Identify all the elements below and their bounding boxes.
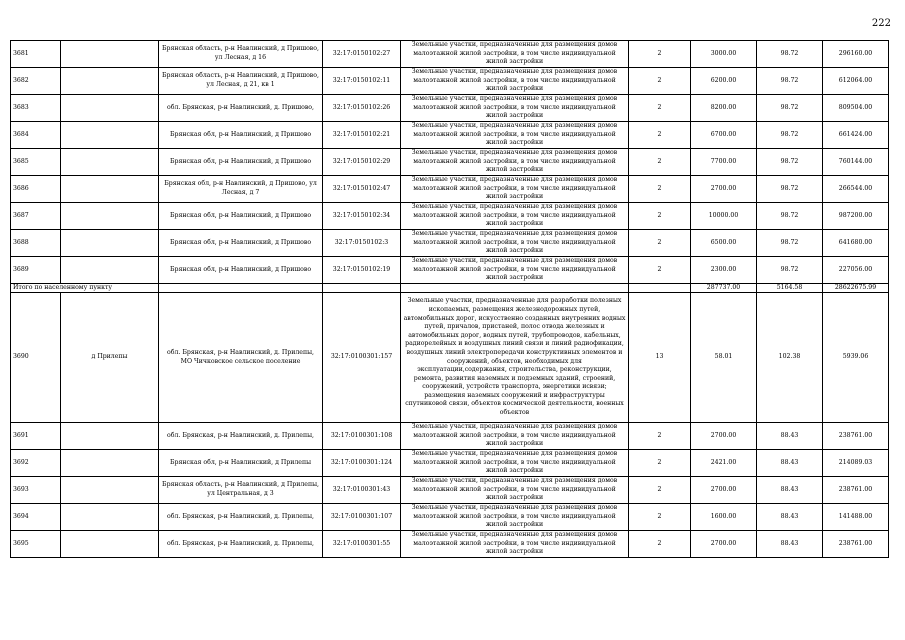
row-rate: 98.72: [757, 122, 823, 149]
row-cadastral-number: 32:17:0150102:29: [323, 149, 401, 176]
row-area: 6200.00: [691, 68, 757, 95]
row-group-code: 2: [629, 68, 691, 95]
row-value: 141488.00: [823, 504, 889, 531]
page-number: 222: [871, 18, 891, 29]
row-locality-cell: [61, 257, 159, 284]
row-value: 641680.00: [823, 230, 889, 257]
row-rate: 88.43: [757, 423, 823, 450]
row-area: 2300.00: [691, 257, 757, 284]
row-number: 3689: [11, 257, 61, 284]
table-row: [11, 176, 889, 203]
row-area: 2700.00: [691, 176, 757, 203]
row-rate: 98.72: [757, 95, 823, 122]
table-row: [11, 68, 889, 95]
row-number: 3685: [11, 149, 61, 176]
row-area: 6700.00: [691, 122, 757, 149]
row-locality-cell: [61, 423, 159, 450]
row-address: Брянская обл, р-н Навлинский, д Пришово: [159, 122, 323, 149]
row-cadastral-number: 32:17:0100301:157: [323, 293, 401, 423]
row-value: 987200.00: [823, 203, 889, 230]
row-number: 3694: [11, 504, 61, 531]
row-land-use: Земельные участки, предназначенные для размещения домов малоэтажной жилой застройки, в том числе индивидуальной жилой застройки: [401, 257, 629, 284]
table-row: [11, 41, 889, 68]
row-group-code: 2: [629, 122, 691, 149]
row-address: обл. Брянская, р-н Навлинский, д. Прилепы,: [159, 531, 323, 558]
row-address: Брянская обл, р-н Навлинский, д Пришово, ул Лесная, д 7: [159, 176, 323, 203]
row-locality-cell: [61, 68, 159, 95]
row-land-use: Земельные участки, предназначенные для размещения домов малоэтажной жилой застройки, в том числе индивидуальной жилой застройки: [401, 122, 629, 149]
row-address: Брянская обл, р-н Навлинский, д Пришово: [159, 257, 323, 284]
row-cadastral-number: 32:17:0100301:107: [323, 504, 401, 531]
table-row: [11, 293, 889, 423]
row-number: 3692: [11, 450, 61, 477]
row-cadastral-number: 32:17:0100301:124: [323, 450, 401, 477]
row-number: 3687: [11, 203, 61, 230]
row-land-use: Земельные участки, предназначенные для размещения домов малоэтажной жилой застройки, в том числе индивидуальной жилой застройки: [401, 450, 629, 477]
row-number: 3688: [11, 230, 61, 257]
row-rate: 98.72: [757, 68, 823, 95]
row-area: 2700.00: [691, 423, 757, 450]
subtotal-row: [11, 284, 889, 293]
row-rate: 98.72: [757, 41, 823, 68]
row-rate: 88.43: [757, 477, 823, 504]
row-address: обл. Брянская, р-н Навлинский, д. Пришово,: [159, 95, 323, 122]
row-area: 1600.00: [691, 504, 757, 531]
row-locality-cell: [61, 41, 159, 68]
row-rate: 98.72: [757, 176, 823, 203]
row-cadastral-number: 32:17:0150102:47: [323, 176, 401, 203]
row-value: 661424.00: [823, 122, 889, 149]
row-cadastral-number: 32:17:0150102:3: [323, 230, 401, 257]
table-row: [11, 230, 889, 257]
row-area: 8200.00: [691, 95, 757, 122]
table-row: [11, 450, 889, 477]
subtotal-value: 28622675.99: [823, 284, 889, 293]
locality-label: д Прилепы: [61, 293, 159, 423]
row-rate: 88.43: [757, 531, 823, 558]
row-rate: 88.43: [757, 504, 823, 531]
row-group-code: 2: [629, 203, 691, 230]
row-land-use: Земельные участки, предназначенные для размещения домов малоэтажной жилой застройки, в том числе индивидуальной жилой застройки: [401, 68, 629, 95]
row-address: Брянская область, р-н Навлинский, д Пришово, ул Лесная, д 16: [159, 41, 323, 68]
row-value: 214089.03: [823, 450, 889, 477]
row-cadastral-number: 32:17:0100301:43: [323, 477, 401, 504]
row-group-code: 2: [629, 504, 691, 531]
table-row: [11, 477, 889, 504]
row-land-use: Земельные участки, предназначенные для размещения домов малоэтажной жилой застройки, в том числе индивидуальной жилой застройки: [401, 423, 629, 450]
row-address: обл. Брянская, р-н Навлинский, д. Прилепы, МО Чичковское сельское поселение: [159, 293, 323, 423]
row-group-code: 2: [629, 531, 691, 558]
row-value: 809504.00: [823, 95, 889, 122]
row-cadastral-number: 32:17:0100301:108: [323, 423, 401, 450]
row-cadastral-number: 32:17:0150102:19: [323, 257, 401, 284]
row-land-use: Земельные участки, предназначенные для размещения домов малоэтажной жилой застройки, в том числе индивидуальной жилой застройки: [401, 203, 629, 230]
row-locality-cell: [61, 203, 159, 230]
row-land-use: Земельные участки, предназначенные для размещения домов малоэтажной жилой застройки, в том числе индивидуальной жилой застройки: [401, 176, 629, 203]
row-cadastral-number: 32:17:0150102:26: [323, 95, 401, 122]
row-number: 3691: [11, 423, 61, 450]
row-locality-cell: [61, 504, 159, 531]
row-cadastral-number: 32:17:0150102:34: [323, 203, 401, 230]
row-value: 266544.00: [823, 176, 889, 203]
row-address: Брянская область, р-н Навлинский, д Пришово, ул Лесная, д 21, кв 1: [159, 68, 323, 95]
row-rate: 88.43: [757, 450, 823, 477]
row-area: 3000.00: [691, 41, 757, 68]
row-value: 612064.00: [823, 68, 889, 95]
row-land-use: Земельные участки, предназначенные для размещения домов малоэтажной жилой застройки, в том числе индивидуальной жилой застройки: [401, 504, 629, 531]
row-group-code: 2: [629, 176, 691, 203]
row-area: 2700.00: [691, 531, 757, 558]
row-group-code: 2: [629, 230, 691, 257]
row-land-use: Земельные участки, предназначенные для размещения домов малоэтажной жилой застройки, в том числе индивидуальной жилой застройки: [401, 531, 629, 558]
table-row: [11, 149, 889, 176]
row-address: Брянская область, р-н Навлинский, д Прилепы, ул Центральная, д 3: [159, 477, 323, 504]
row-area: 2700.00: [691, 477, 757, 504]
row-number: 3690: [11, 293, 61, 423]
row-area: 6500.00: [691, 230, 757, 257]
table-row: [11, 203, 889, 230]
row-rate: 102.38: [757, 293, 823, 423]
subtotal-label: Итого по населенному пункту: [11, 284, 159, 293]
row-address: обл. Брянская, р-н Навлинский, д. Прилепы,: [159, 504, 323, 531]
row-address: Брянская обл, р-н Навлинский, д Пришово: [159, 203, 323, 230]
row-area: 2421.00: [691, 450, 757, 477]
row-value: 5939.06: [823, 293, 889, 423]
row-land-use: Земельные участки, предназначенные для размещения домов малоэтажной жилой застройки, в том числе индивидуальной жилой застройки: [401, 95, 629, 122]
cadastral-value-table: [10, 40, 889, 558]
row-rate: 98.72: [757, 203, 823, 230]
row-rate: 98.72: [757, 149, 823, 176]
row-land-use: Земельные участки, предназначенные для размещения домов малоэтажной жилой застройки, в том числе индивидуальной жилой застройки: [401, 477, 629, 504]
row-group-code: 2: [629, 450, 691, 477]
row-group-code: 2: [629, 257, 691, 284]
row-locality-cell: [61, 95, 159, 122]
row-area: 7700.00: [691, 149, 757, 176]
row-land-use: Земельные участки, предназначенные для размещения домов малоэтажной жилой застройки, в том числе индивидуальной жилой застройки: [401, 41, 629, 68]
row-group-code: 2: [629, 149, 691, 176]
table-row: [11, 122, 889, 149]
table-row: [11, 423, 889, 450]
row-locality-cell: [61, 149, 159, 176]
row-locality-cell: [61, 450, 159, 477]
row-value: 296160.00: [823, 41, 889, 68]
row-address: Брянская обл, р-н Навлинский, д Пришово: [159, 230, 323, 257]
row-value: 760144.00: [823, 149, 889, 176]
table-row: [11, 504, 889, 531]
row-land-use: Земельные участки, предназначенные для размещения домов малоэтажной жилой застройки, в том числе индивидуальной жилой застройки: [401, 149, 629, 176]
subtotal-rate: 5164.58: [757, 284, 823, 293]
row-cadastral-number: 32:17:0100301:55: [323, 531, 401, 558]
row-number: 3681: [11, 41, 61, 68]
row-cadastral-number: 32:17:0150102:11: [323, 68, 401, 95]
row-rate: 98.72: [757, 230, 823, 257]
row-locality-cell: [61, 176, 159, 203]
row-locality-cell: [61, 122, 159, 149]
table-row: [11, 257, 889, 284]
row-group-code: 2: [629, 477, 691, 504]
row-locality-cell: [61, 230, 159, 257]
row-group-code: 13: [629, 293, 691, 423]
row-land-use: Земельные участки, предназначенные для размещения домов малоэтажной жилой застройки, в том числе индивидуальной жилой застройки: [401, 230, 629, 257]
row-address: Брянская обл, р-н Навлинский, д Пришово: [159, 149, 323, 176]
row-land-use: Земельные участки, предназначенные для разработки полезных ископаемых, размещения железнодорожных путей, автомобильных дорог, искусственно созданных внутренних водных путей, причалов, пристаней, полос отвода железных и автомобильных дорог, водных путей, трубопроводов, кабельных, радиорелейных и воздушных линий связи и линий радиофикации, воздушных линий электропередачи конструктивных элементов и сооружений, объектов, необходимых для эксплуатации,содержания, строительства, реконструкции, ремонта, развития наземных и подземных зданий, строений, сооружений, устройств транспорта, энергетики исвязи; размещения наземных сооружений и инфраструктуры спутниковой связи, объектов космической деятельности, военных объектов: [401, 293, 629, 423]
row-address: Брянская обл, р-н Навлинский, д Прилепы: [159, 450, 323, 477]
row-number: 3682: [11, 68, 61, 95]
row-cadastral-number: 32:17:0150102:21: [323, 122, 401, 149]
table-row: [11, 531, 889, 558]
row-cadastral-number: 32:17:0150102:27: [323, 41, 401, 68]
row-locality-cell: [61, 477, 159, 504]
row-number: 3693: [11, 477, 61, 504]
row-area: 58.01: [691, 293, 757, 423]
row-number: 3686: [11, 176, 61, 203]
row-group-code: 2: [629, 95, 691, 122]
row-number: 3695: [11, 531, 61, 558]
row-number: 3683: [11, 95, 61, 122]
row-number: 3684: [11, 122, 61, 149]
table-row: [11, 95, 889, 122]
row-group-code: 2: [629, 423, 691, 450]
row-address: обл. Брянская, р-н Навлинский, д. Прилепы,: [159, 423, 323, 450]
row-value: 238761.00: [823, 423, 889, 450]
row-locality-cell: [61, 531, 159, 558]
row-area: 10000.00: [691, 203, 757, 230]
subtotal-area: 287737.00: [691, 284, 757, 293]
row-rate: 98.72: [757, 257, 823, 284]
row-group-code: 2: [629, 41, 691, 68]
row-value: 238761.00: [823, 477, 889, 504]
row-value: 238761.00: [823, 531, 889, 558]
row-value: 227056.00: [823, 257, 889, 284]
